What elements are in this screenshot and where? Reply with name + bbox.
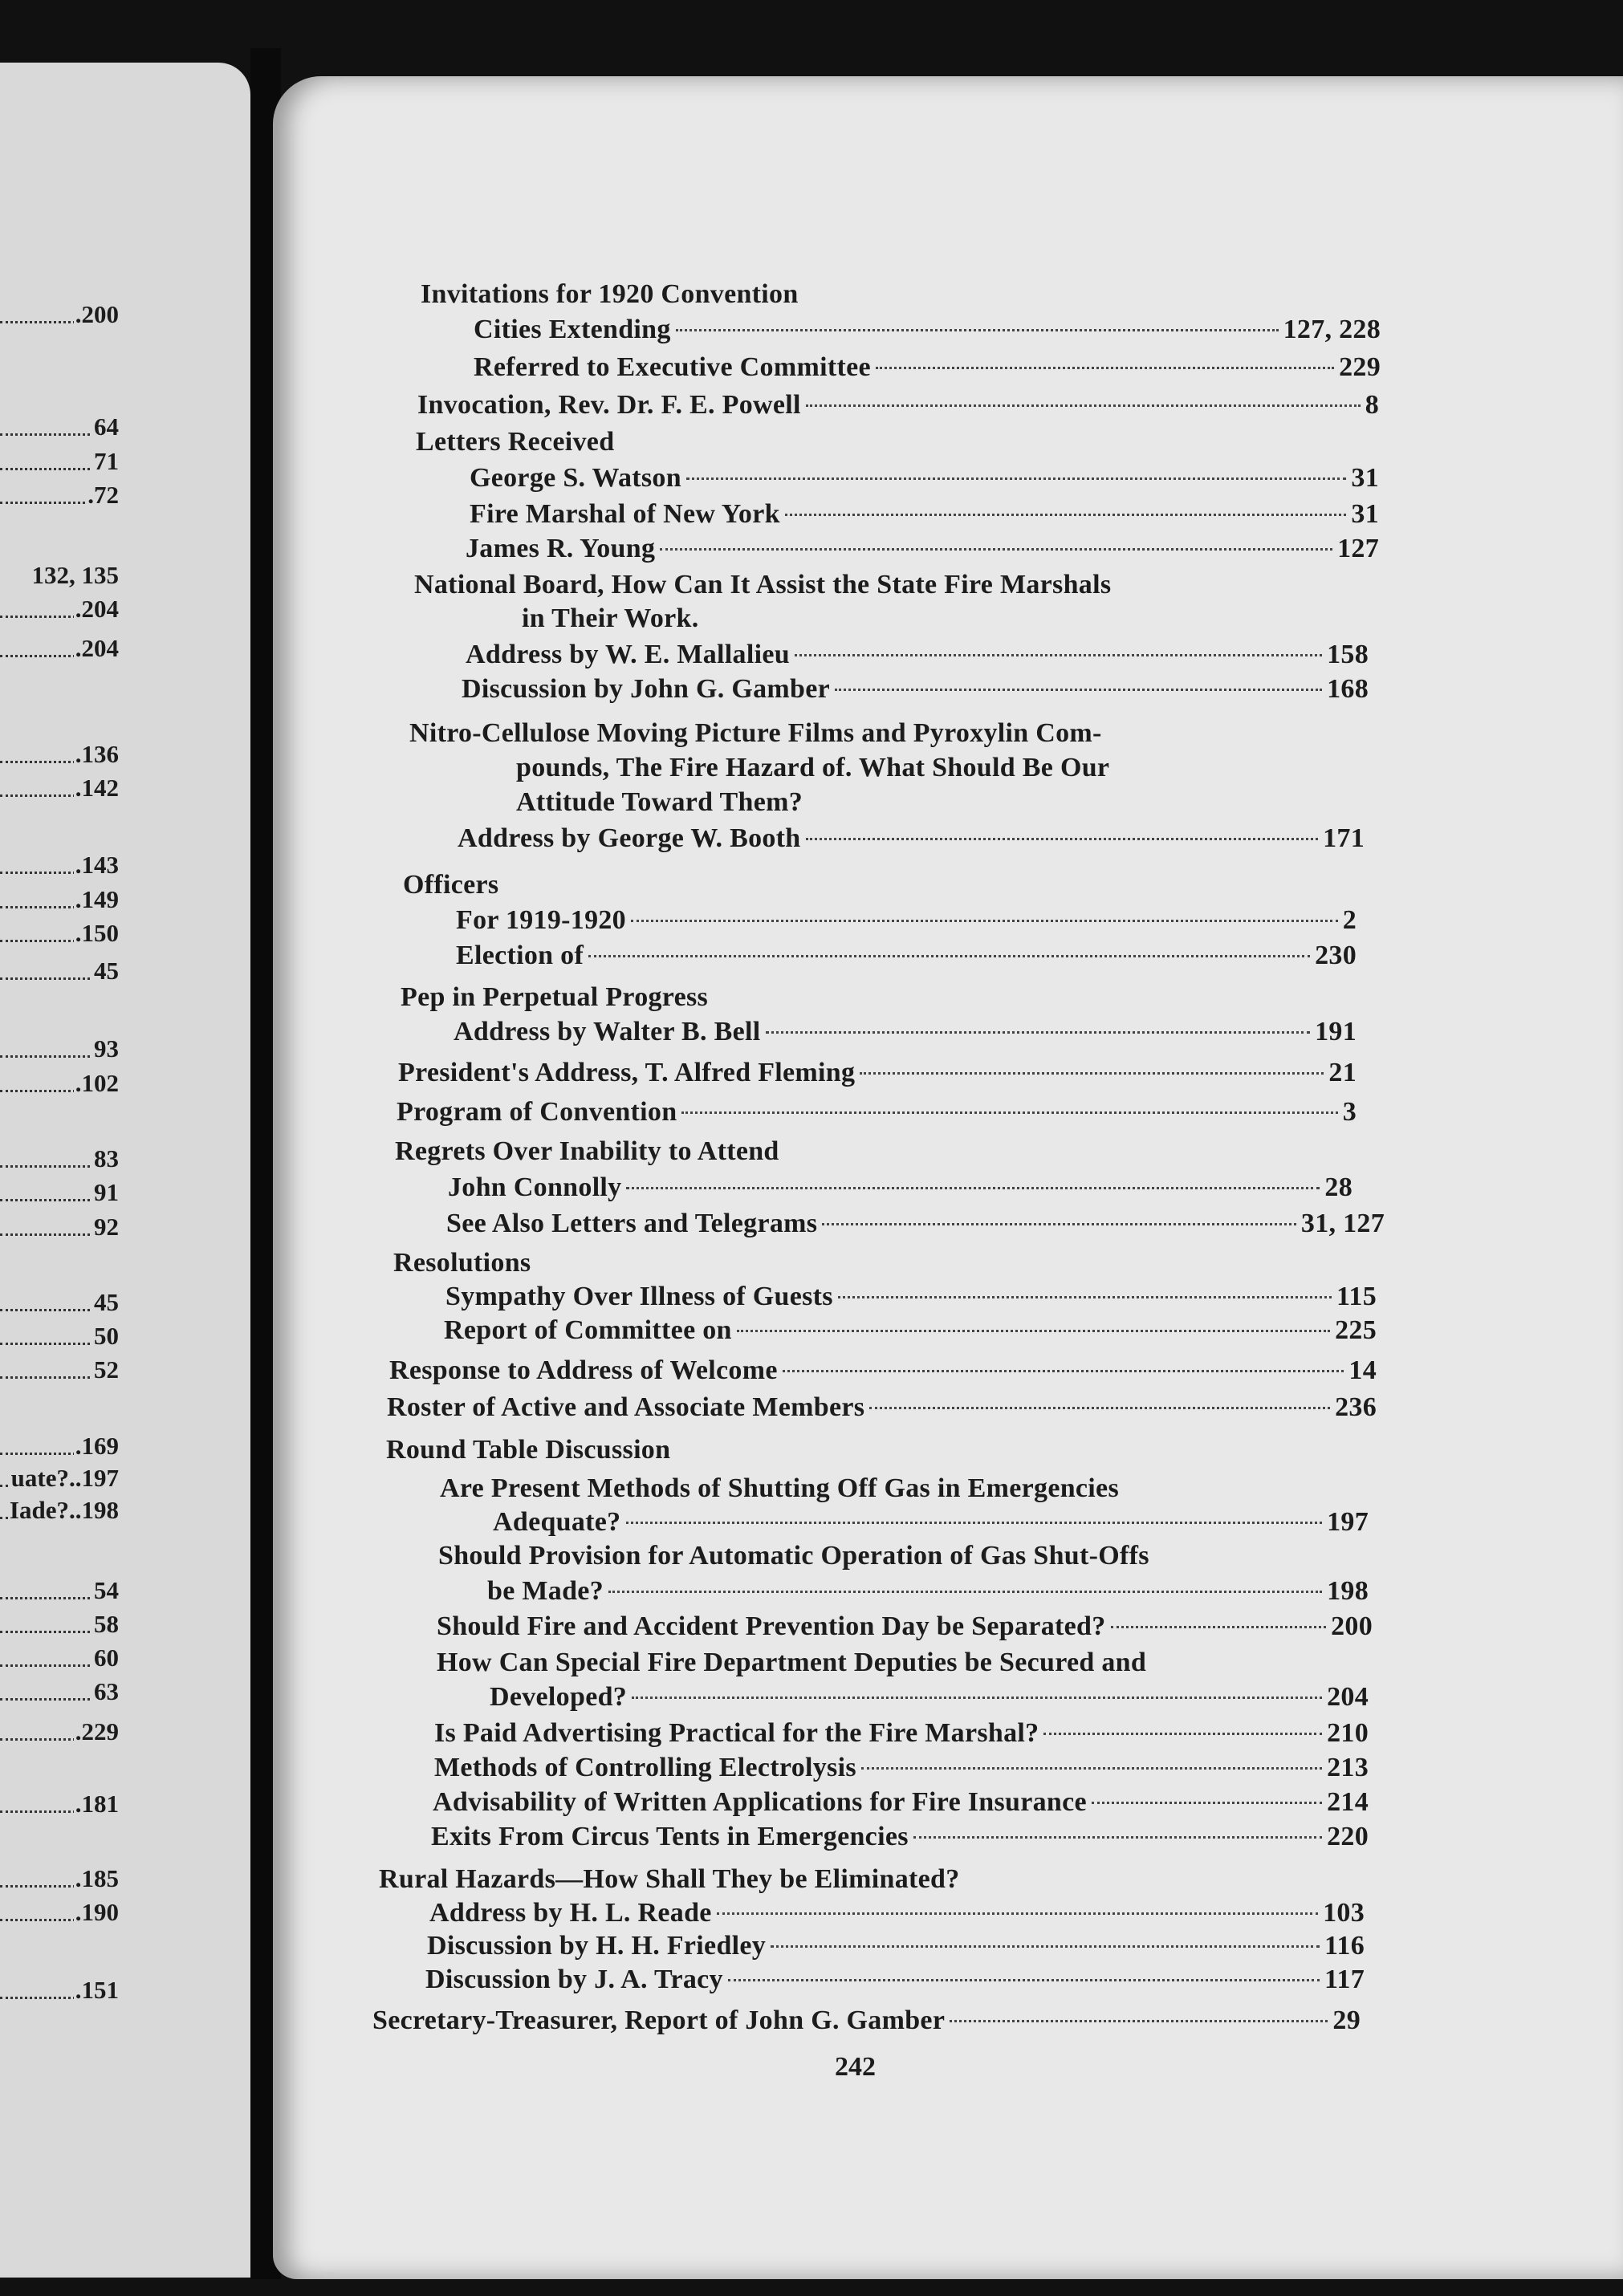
index-entry-title: Fire Marshal of New York: [470, 499, 780, 529]
index-heading: How Can Special Fire Department Deputies be Secured and: [437, 1648, 1147, 1677]
left-page-number: 71: [92, 445, 119, 477]
dot-leader: [588, 955, 1310, 957]
index-heading: Invitations for 1920 Convention: [421, 279, 799, 309]
left-page-number: .142: [74, 772, 119, 804]
dot-leader: [626, 1522, 1323, 1524]
dot-leader: [835, 689, 1322, 691]
index-entry-page: 127: [1337, 534, 1379, 563]
index-entry-title: be Made?: [487, 1576, 604, 1606]
left-page-entry: [0, 849, 119, 881]
index-heading: Should Provision for Automatic Operation of Gas Shut-Offs: [438, 1541, 1149, 1571]
left-page-number: 54: [92, 1575, 119, 1607]
index-entry-page: 116: [1324, 1931, 1365, 1961]
left-page-number: .229: [74, 1716, 119, 1748]
dot-leader: [785, 514, 1347, 516]
index-entry: [444, 1314, 1377, 1347]
index-entry-page: 204: [1327, 1682, 1369, 1712]
index-heading: Pep in Perpetual Progress: [401, 982, 709, 1012]
dot-leader: [681, 1111, 1337, 1114]
left-page-number: .149: [74, 884, 119, 916]
left-page-number: 60: [92, 1642, 119, 1674]
index-entry-page: 210: [1327, 1718, 1369, 1748]
index-entry-title: Election of: [456, 941, 584, 970]
index-entry: [462, 673, 1369, 706]
left-page-number: 64: [92, 411, 119, 443]
left-page-entry: [0, 593, 119, 625]
index-entry: [434, 1717, 1369, 1750]
dot-leader: [869, 1407, 1330, 1409]
dot-leader: [660, 548, 1332, 551]
index-entry-page: 8: [1365, 390, 1379, 420]
index-entry-page: 115: [1336, 1282, 1377, 1311]
index-entry: [433, 1786, 1369, 1819]
index-entry-title: Developed?: [490, 1682, 628, 1712]
dot-leader: [860, 1072, 1324, 1075]
index-entry-title: Cities Extending: [474, 315, 671, 344]
left-page-entry: [0, 1033, 119, 1065]
index-entry: [466, 638, 1369, 672]
index-entry-title: James R. Young: [466, 534, 656, 563]
index-heading: Officers: [403, 870, 499, 900]
index-entry-title: Is Paid Advertising Practical for the Fire Marshal?: [434, 1718, 1039, 1748]
index-entry-page: 214: [1327, 1787, 1369, 1817]
index-entry-page: 14: [1348, 1355, 1377, 1385]
index-entry-title: Response to Address of Welcome: [389, 1355, 778, 1385]
dot-leader: [806, 404, 1361, 407]
index-entry-page: 103: [1323, 1898, 1365, 1928]
index-entry-page: 225: [1335, 1315, 1377, 1345]
left-page-entry: [0, 1067, 119, 1099]
index-entry-title: John Connolly: [448, 1172, 622, 1202]
dot-leader: [1092, 1802, 1322, 1804]
index-entry: [398, 1056, 1357, 1090]
index-entry: [470, 498, 1379, 531]
left-page-entry: [0, 955, 119, 987]
index-entry-page: 31: [1351, 499, 1379, 529]
index-heading: Regrets Over Inability to Attend: [395, 1136, 779, 1166]
left-page-number: 91: [92, 1176, 119, 1209]
index-entry-title: Discussion by H. H. Friedley: [427, 1931, 767, 1961]
index-entry-page: 168: [1327, 674, 1369, 704]
index-entry: [458, 822, 1365, 855]
index-entry-title: George S. Watson: [470, 463, 681, 493]
dot-leader: [631, 920, 1338, 922]
index-entry: [493, 1506, 1369, 1539]
index-entry: [429, 1896, 1365, 1930]
index-entry: [490, 1680, 1369, 1714]
index-heading: Nitro-Cellulose Moving Picture Films and Pyroxylin Com-: [409, 718, 1102, 748]
left-page-number: .151: [74, 1974, 119, 2006]
left-page-number: 83: [92, 1143, 119, 1175]
index-entry: [427, 1929, 1365, 1963]
index-entry-page: 191: [1315, 1017, 1357, 1046]
left-page-entry: [0, 1863, 119, 1895]
left-page-number: .136: [74, 738, 119, 770]
left-page-number: 45: [92, 955, 119, 987]
left-page-number: Iade?..198: [8, 1494, 119, 1526]
left-page-entry: [0, 1320, 119, 1352]
dot-leader: [913, 1836, 1322, 1839]
index-heading: in Their Work.: [522, 603, 699, 633]
dot-leader: [950, 2020, 1328, 2022]
left-page-number: .143: [74, 849, 119, 881]
dot-leader: [608, 1591, 1322, 1593]
left-page: [0, 63, 250, 2278]
index-entry: [425, 1963, 1365, 1997]
left-page-number: 50: [92, 1320, 119, 1352]
index-entry-title: Address by H. L. Reade: [429, 1898, 712, 1928]
index-entry-title: Referred to Executive Committee: [474, 352, 871, 382]
dot-leader: [737, 1330, 1330, 1332]
index-entry: [456, 939, 1357, 973]
index-entry-title: Report of Committee on: [444, 1315, 732, 1345]
page-number: 242: [835, 2052, 876, 2082]
left-page-number: .185: [74, 1863, 119, 1895]
index-heading: Round Table Discussion: [386, 1435, 671, 1465]
index-entry-page: 3: [1342, 1097, 1357, 1127]
index-entry-page: 230: [1315, 941, 1357, 970]
dot-leader: [766, 1031, 1311, 1034]
left-page-entry: [0, 1143, 119, 1175]
index-entry-title: President's Address, T. Alfred Fleming: [398, 1058, 856, 1087]
left-page-number: 52: [92, 1354, 119, 1386]
left-page-number: 93: [92, 1033, 119, 1065]
index-entry-title: Discussion by J. A. Tracy: [425, 1965, 723, 1994]
left-page-entry: [0, 1211, 119, 1243]
dot-leader: [1043, 1733, 1322, 1735]
left-page-number: .204: [74, 593, 119, 625]
index-entry-title: See Also Letters and Telegrams: [446, 1209, 818, 1238]
left-page-entry: [0, 917, 119, 949]
index-entry: [470, 461, 1379, 495]
left-page-entry: [0, 1642, 119, 1674]
index-entry: [445, 1280, 1377, 1314]
left-page-entry: [0, 1176, 119, 1209]
left-page-entry: [0, 632, 119, 664]
index-entry: [474, 313, 1381, 347]
index-entry: [446, 1207, 1385, 1241]
index-entry: [431, 1820, 1369, 1854]
left-page-entry: [0, 559, 119, 591]
index-entry-page: 213: [1327, 1753, 1369, 1782]
index-entry: [456, 904, 1357, 937]
left-page-entry: [0, 1462, 119, 1494]
dot-leader: [783, 1370, 1344, 1372]
dot-leader: [1111, 1626, 1327, 1628]
left-page-number: .204: [74, 632, 119, 664]
index-entry-page: 29: [1332, 2005, 1361, 2035]
index-entry-page: 171: [1323, 823, 1365, 853]
index-entry: [487, 1575, 1369, 1608]
left-page-entry: [0, 1430, 119, 1462]
left-page-number: .150: [74, 917, 119, 949]
index-entry: [466, 532, 1379, 566]
index-heading: Resolutions: [393, 1248, 531, 1278]
dot-leader: [861, 1767, 1322, 1770]
dot-leader: [806, 838, 1319, 840]
dot-leader: [717, 1912, 1318, 1915]
left-page-number: 58: [92, 1608, 119, 1640]
index-entry-title: Address by W. E. Mallalieu: [466, 640, 790, 669]
index-heading: National Board, How Can It Assist the State Fire Marshals: [414, 570, 1112, 599]
index-entry-title: Advisability of Written Applications for Fire Insurance: [433, 1787, 1087, 1817]
index-heading: Are Present Methods of Shutting Off Gas in Emergencies: [440, 1473, 1119, 1503]
index-entry-title: For 1919-1920: [456, 905, 626, 935]
left-page-number: 63: [92, 1676, 119, 1708]
index-entry-title: Sympathy Over Illness of Guests: [445, 1282, 833, 1311]
left-page-number: uate?..197: [10, 1462, 119, 1494]
left-page-entry: [0, 884, 119, 916]
index-entry: [372, 2004, 1361, 2038]
index-entry-title: Methods of Controlling Electrolysis: [434, 1753, 856, 1782]
index-entry-title: Exits From Circus Tents in Emergencies: [431, 1822, 909, 1851]
index-entry: [417, 388, 1379, 422]
index-entry-page: 197: [1327, 1507, 1369, 1537]
dot-leader: [676, 329, 1279, 331]
left-page-number: 132, 135: [31, 559, 120, 591]
left-page-entry: [0, 411, 119, 443]
index-entry-page: 220: [1327, 1822, 1369, 1851]
index-entry-title: Discussion by John G. Gamber: [462, 674, 830, 704]
dot-leader: [876, 367, 1334, 369]
dot-leader: [626, 1187, 1320, 1189]
dot-leader: [632, 1697, 1322, 1699]
index-entry-page: 2: [1342, 905, 1357, 935]
index-heading: Letters Received: [416, 427, 615, 457]
left-page-entry: [0, 445, 119, 477]
index-entry-page: 127, 228: [1283, 315, 1381, 344]
index-entry-page: 21: [1328, 1058, 1357, 1087]
left-page-number: .169: [74, 1430, 119, 1462]
index-heading: Rural Hazards—How Shall They be Eliminated?: [379, 1864, 960, 1894]
index-entry: [397, 1095, 1357, 1129]
index-entry-page: 200: [1331, 1611, 1373, 1641]
left-page-number: .190: [74, 1896, 119, 1928]
left-page-entry: [0, 1896, 119, 1928]
index-entry-page: 28: [1324, 1172, 1352, 1202]
dot-leader: [771, 1945, 1320, 1948]
left-page-entry: [0, 479, 119, 511]
left-page-number: 92: [92, 1211, 119, 1243]
left-page-number: .102: [74, 1067, 119, 1099]
left-page-number: .200: [74, 299, 119, 331]
index-entry-page: 158: [1327, 640, 1369, 669]
left-page-entry: [0, 1974, 119, 2006]
index-entry: [454, 1015, 1357, 1049]
index-entry: [474, 351, 1381, 384]
index-heading: pounds, The Fire Hazard of. What Should Be Our: [516, 753, 1110, 782]
left-page-number: .181: [74, 1788, 119, 1820]
dot-leader: [686, 477, 1346, 480]
left-page-entry: [0, 299, 119, 331]
left-page-entry: [0, 1608, 119, 1640]
index-entry-title: Adequate?: [493, 1507, 621, 1537]
index-entry: [387, 1391, 1377, 1424]
index-entry-page: 236: [1335, 1392, 1377, 1422]
index-entry-page: 31, 127: [1300, 1209, 1385, 1238]
index-entry-title: Should Fire and Accident Prevention Day be Separated?: [437, 1611, 1106, 1641]
index-entry-title: Address by Walter B. Bell: [454, 1017, 761, 1046]
left-page-entry: [0, 1676, 119, 1708]
index-heading: Attitude Toward Them?: [516, 787, 803, 817]
left-page-entry: [0, 1575, 119, 1607]
index-entry-title: Program of Convention: [397, 1097, 677, 1127]
dot-leader: [795, 654, 1322, 656]
left-page-entry: [0, 1788, 119, 1820]
index-entry-title: Address by George W. Booth: [458, 823, 801, 853]
index-entry-page: 229: [1339, 352, 1381, 382]
index-entry-page: 198: [1327, 1576, 1369, 1606]
left-page-entry: [0, 1494, 119, 1526]
index-entry-title: Roster of Active and Associate Members: [387, 1392, 865, 1422]
index-entry-page: 117: [1324, 1965, 1365, 1994]
index-entry: [437, 1610, 1373, 1644]
index-entry: [448, 1171, 1352, 1205]
left-page-number: 45: [92, 1286, 119, 1319]
left-page-entry: [0, 1716, 119, 1748]
dot-leader: [838, 1296, 1332, 1298]
index-entry-page: 31: [1351, 463, 1379, 493]
index-entry-title: Secretary-Treasurer, Report of John G. Gamber: [372, 2005, 946, 2035]
dot-leader: [728, 1979, 1320, 1981]
left-page-entry: [0, 1354, 119, 1386]
index-entry: [389, 1354, 1377, 1388]
left-page-number: .72: [86, 479, 119, 511]
index-entry-title: Invocation, Rev. Dr. F. E. Powell: [417, 390, 801, 420]
left-page-entry: [0, 772, 119, 804]
dot-leader: [822, 1223, 1296, 1225]
left-page-entry: [0, 1286, 119, 1319]
left-page-entry: [0, 738, 119, 770]
index-entry: [434, 1751, 1369, 1785]
